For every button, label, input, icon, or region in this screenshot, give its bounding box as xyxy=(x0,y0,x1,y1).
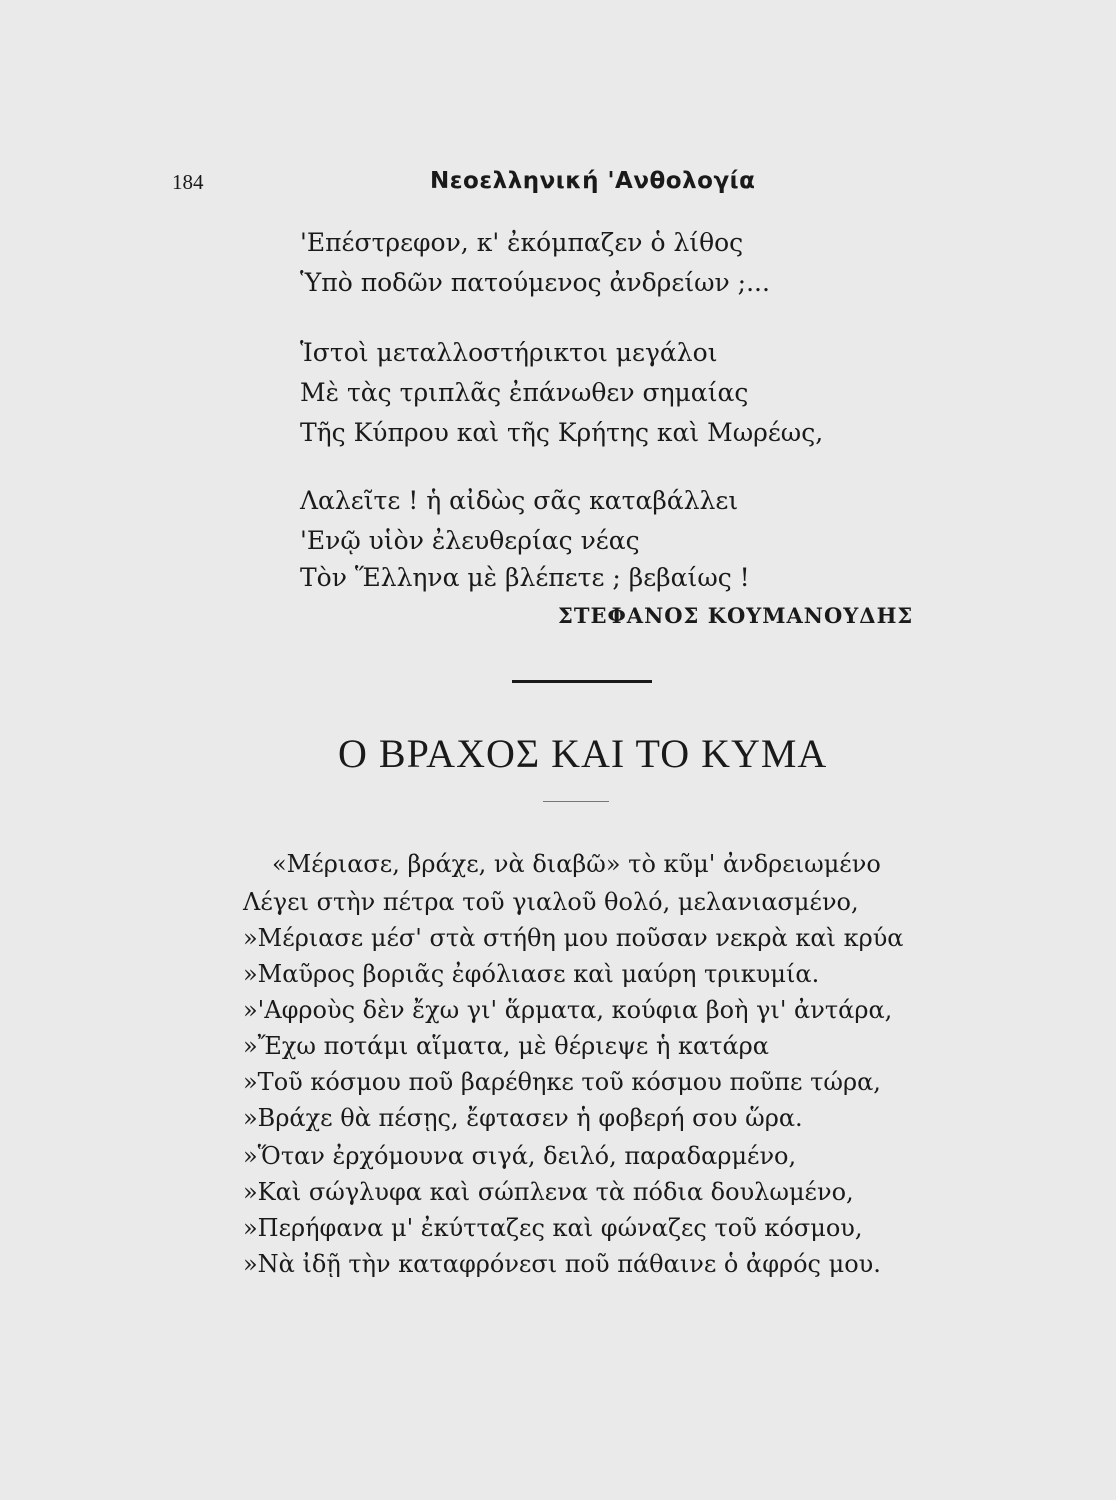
poem-line: »Μέριασε μέσ' στὰ στήθη μου ποῦσαν νεκρὰ καὶ κρύα xyxy=(243,924,904,952)
stanza-line: Μὲ τὰς τριπλᾶς ἐπάνωθεν σημαίας xyxy=(300,378,749,407)
stanza-line: Ἱστοὶ μεταλλοστήρικτοι μεγάλοι xyxy=(300,338,718,367)
stanza-line: 'Ενῷ υἱὸν ἐλευθερίας νέας xyxy=(300,526,640,555)
running-title: Νεοελληνική 'Ανθολογία xyxy=(430,168,756,194)
poem-line: »Ὅταν ἐρχόμουνα σιγά, δειλό, παραδαρμένο, xyxy=(243,1142,797,1170)
poem-line: »Μαῦρος βοριᾶς ἐφόλιασε καὶ μαύρη τρικυμία. xyxy=(243,960,820,988)
stanza-line: Λαλεῖτε ! ἡ αἰδὼς σᾶς καταβάλλει xyxy=(300,486,739,515)
poem-line: »Νὰ ἰδῇ τὴν καταφρόνεσι ποῦ πάθαινε ὁ ἀφρός μου. xyxy=(243,1250,881,1278)
stanza-line: 'Επέστρεφον, κ' ἐκόμπαζεν ὁ λίθος xyxy=(300,228,744,257)
poem-line: »Ἔχω ποτάμι αἵματα, μὲ θέριεψε ἡ κατάρα xyxy=(243,1032,769,1060)
stanza-line: Ὑπὸ ποδῶν πατούμενος ἀνδρείων ;... xyxy=(300,268,770,297)
poem-line: »'Αφροὺς δὲν ἔχω γι' ἅρματα, κούφια βοὴ γι' ἀντάρα, xyxy=(243,996,893,1024)
poem-line: Λέγει στὴν πέτρα τοῦ γιαλοῦ θολό, μελανιασμένο, xyxy=(243,888,859,916)
poem-title: Ο ΒΡΑΧΟΣ ΚΑΙ ΤΟ ΚΥΜΑ xyxy=(338,731,828,776)
poem-line: »Περήφανα μ' ἐκύτταζες καὶ φώναζες τοῦ κόσμου, xyxy=(243,1214,863,1242)
poem-line: »Βράχε θὰ πέσῃς, ἔφτασεν ἡ φοβερή σου ὥρα. xyxy=(243,1104,803,1132)
poem-line: »Τοῦ κόσμου ποῦ βαρέθηκε τοῦ κόσμου ποῦπε τώρα, xyxy=(243,1068,881,1096)
title-underline xyxy=(543,801,609,802)
page-number: 184 xyxy=(172,170,204,194)
stanza-line: Τῆς Κύπρου καὶ τῆς Κρήτης καὶ Μωρέως, xyxy=(300,418,824,447)
poem-line: «Μέριασε, βράχε, νὰ διαβῶ» τὸ κῦμ' ἀνδρειωμένο xyxy=(272,850,881,878)
author-signature: ΣΤΕΦΑΝΟΣ ΚΟΥΜΑΝΟΥΔΗΣ xyxy=(558,603,914,628)
stanza-line: Τὸν Ἕλληνα μὲ βλέπετε ; βεβαίως ! xyxy=(300,563,750,592)
poem-line: »Καὶ σώγλυφα καὶ σώπλενα τὰ πόδια δουλωμένο, xyxy=(243,1178,854,1206)
section-divider xyxy=(512,680,652,683)
